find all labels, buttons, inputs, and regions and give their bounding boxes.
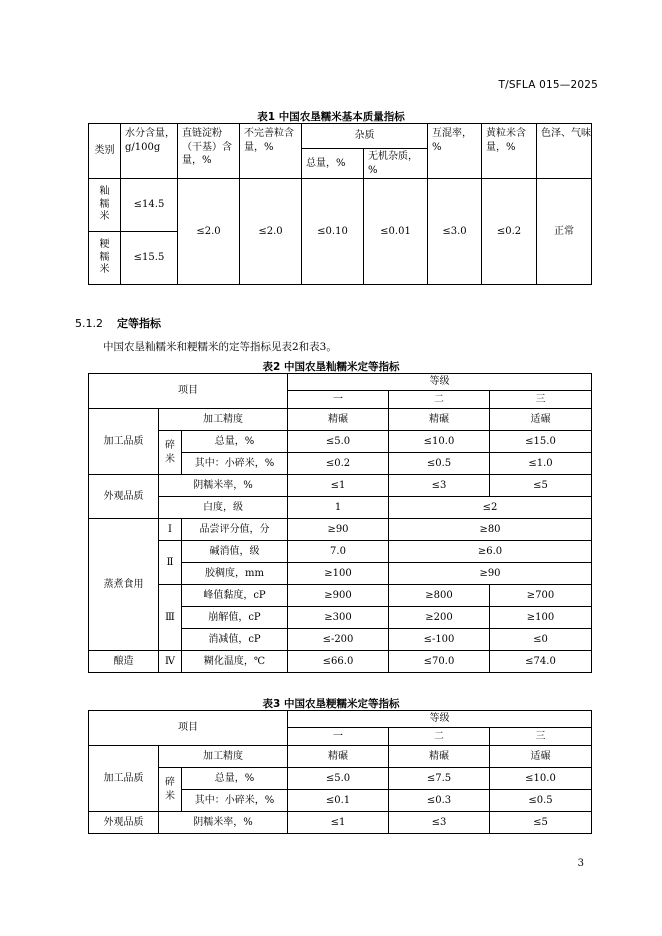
- table1: [88, 123, 592, 285]
- t2-header-item: 项目: [89, 374, 288, 409]
- t2-breakdown-v1: ≥300: [288, 607, 389, 629]
- t2-yin-rate-v2: ≤3: [389, 475, 490, 497]
- t3-broken-small-v2: ≤0.3: [389, 790, 490, 812]
- t2-precision-v2: 精碾: [389, 409, 490, 431]
- t2-taste: 品尝评分值，分: [182, 519, 288, 541]
- section-title: 定等指标: [117, 317, 161, 330]
- t3-grade-3: 三: [490, 728, 592, 746]
- t2-roman-2: Ⅱ: [159, 541, 182, 585]
- t2-yin-rate-v1: ≤1: [288, 475, 389, 497]
- t1-r1-moisture: ≤14.5: [121, 179, 178, 232]
- t2-gel-v1: ≥100: [288, 563, 389, 585]
- t1-header-yellow: 黄粒米含量，%: [482, 124, 537, 179]
- t3-header-grade: 等级: [288, 711, 592, 728]
- body-paragraph: 中国农垦籼糯米和粳糯米的定等指标见表2和表3。: [103, 341, 337, 353]
- t1-header-imperfect: 不完善粒含量，%: [240, 124, 302, 179]
- t3-yin-rate: 阴糯米率，%: [159, 812, 288, 834]
- t1-r2-moisture: ≤15.5: [121, 232, 178, 285]
- t2-taste-v23: ≥80: [389, 519, 592, 541]
- t2-peak: 峰值黏度，cP: [182, 585, 288, 607]
- t2-setback-v3: ≤0: [490, 629, 592, 651]
- t1-impurity-inorganic: ≤0.01: [364, 179, 428, 285]
- t2-header-grade: 等级: [288, 374, 592, 391]
- section-heading: [75, 315, 161, 331]
- t3-yin-rate-v3: ≤5: [490, 812, 592, 834]
- t2-setback-v2: ≤-100: [389, 629, 490, 651]
- t2-roman-3: Ⅲ: [159, 585, 182, 651]
- t1-amylose: ≤2.0: [178, 179, 240, 285]
- t2-breakdown-v2: ≥200: [389, 607, 490, 629]
- t3-header-item: 项目: [89, 711, 288, 746]
- t2-broken-total-v3: ≤15.0: [490, 431, 592, 453]
- t1-impurity-total: ≤0.10: [302, 179, 364, 285]
- t3-proc-quality: 加工品质: [89, 746, 159, 812]
- t2-gelat-v2: ≤70.0: [389, 651, 490, 673]
- t1-color: 正常: [537, 179, 592, 285]
- table2-caption: 表2 中国农垦籼糯米定等指标: [262, 361, 400, 373]
- t3-grade-1: 一: [288, 728, 389, 746]
- t1-imperfect: ≤2.0: [240, 179, 302, 285]
- t2-broken-total: 总量，%: [182, 431, 288, 453]
- t2-whiteness: 白度，级: [159, 497, 288, 519]
- t2-gelat: 糊化温度，℃: [182, 651, 288, 673]
- t3-precision: 加工精度: [159, 746, 288, 768]
- t1-header-amylose: 直链淀粉（干基）含量，%: [178, 124, 240, 179]
- t2-setback: 消减值，cP: [182, 629, 288, 651]
- t2-alkali: 碱消值，级: [182, 541, 288, 563]
- t2-broken-total-v1: ≤5.0: [288, 431, 389, 453]
- t3-grade-2: 二: [389, 728, 490, 746]
- page-number: 3: [577, 858, 584, 869]
- t2-broken-small-v3: ≤1.0: [490, 453, 592, 475]
- t1-yellow: ≤0.2: [482, 179, 537, 285]
- t1-header-moisture: 水分含量，g/100g: [121, 124, 178, 179]
- t2-broken-small: 其中：小碎米，%: [182, 453, 288, 475]
- section-number: 5.1.2: [75, 317, 103, 330]
- t3-precision-v2: 精碾: [389, 746, 490, 768]
- t3-broken-total-v1: ≤5.0: [288, 768, 389, 790]
- t1-r2-category: 粳糯米: [89, 232, 121, 285]
- t3-broken-total: 总量，%: [182, 768, 288, 790]
- t2-alkali-v1: 7.0: [288, 541, 389, 563]
- t3-precision-v1: 精碾: [288, 746, 389, 768]
- t1-header-impurity-inorganic: 无机杂质，%: [364, 149, 428, 179]
- t2-whiteness-v23: ≤2: [389, 497, 592, 519]
- t1-header-impurity-total: 总量，%: [302, 149, 364, 179]
- t2-gelat-v3: ≤74.0: [490, 651, 592, 673]
- t2-precision-v3: 适碾: [490, 409, 592, 431]
- t1-header-category: 类别: [89, 124, 121, 179]
- t1-header-impurity: 杂质: [302, 124, 428, 149]
- t2-brewing: 酿造: [89, 651, 159, 673]
- t2-gelat-v1: ≤66.0: [288, 651, 389, 673]
- table3-caption: 表3 中国农垦粳糯米定等指标: [262, 698, 400, 710]
- t3-broken-small-v1: ≤0.1: [288, 790, 389, 812]
- t2-grade-3: 三: [490, 391, 592, 409]
- t2-setback-v1: ≤-200: [288, 629, 389, 651]
- t2-cooking: 蒸煮食用: [89, 519, 159, 651]
- t2-broken-total-v2: ≤10.0: [389, 431, 490, 453]
- t1-header-mixing: 互混率，%: [428, 124, 482, 179]
- t3-broken-total-v3: ≤10.0: [490, 768, 592, 790]
- t2-proc-quality: 加工品质: [89, 409, 159, 475]
- t3-appearance: 外观品质: [89, 812, 159, 834]
- t2-breakdown: 崩解值，cP: [182, 607, 288, 629]
- t1-header-color: 色泽、气味: [537, 124, 592, 179]
- t1-mixing: ≤3.0: [428, 179, 482, 285]
- t2-grade-1: 一: [288, 391, 389, 409]
- t2-peak-v1: ≥900: [288, 585, 389, 607]
- table3: [88, 710, 592, 834]
- t2-yin-rate-v3: ≤5: [490, 475, 592, 497]
- t3-precision-v3: 适碾: [490, 746, 592, 768]
- t2-roman-4: Ⅳ: [159, 651, 182, 673]
- t3-broken-small-v3: ≤0.5: [490, 790, 592, 812]
- t3-broken-small: 其中：小碎米，%: [182, 790, 288, 812]
- document-code: T/SFLA 015—2025: [498, 79, 598, 91]
- t2-peak-v2: ≥800: [389, 585, 490, 607]
- t2-alkali-v23: ≥6.0: [389, 541, 592, 563]
- t2-precision-v1: 精碾: [288, 409, 389, 431]
- t3-broken-total-v2: ≤7.5: [389, 768, 490, 790]
- t2-breakdown-v3: ≥100: [490, 607, 592, 629]
- t2-yin-rate: 阴糯米率，%: [159, 475, 288, 497]
- t2-gel: 胶稠度，mm: [182, 563, 288, 585]
- t2-broken: 碎米: [159, 431, 182, 475]
- t2-appearance: 外观品质: [89, 475, 159, 519]
- table1-caption: 表1 中国农垦糯米基本质量指标: [257, 111, 405, 123]
- t1-r1-category: 籼糯米: [89, 179, 121, 232]
- t2-precision: 加工精度: [159, 409, 288, 431]
- t3-broken: 碎米: [159, 768, 182, 812]
- t2-broken-small-v2: ≤0.5: [389, 453, 490, 475]
- t2-taste-v1: ≥90: [288, 519, 389, 541]
- t2-whiteness-v1: 1: [288, 497, 389, 519]
- table2: [88, 373, 592, 673]
- t2-roman-1: Ⅰ: [159, 519, 182, 541]
- t2-grade-2: 二: [389, 391, 490, 409]
- t2-gel-v23: ≥90: [389, 563, 592, 585]
- t3-yin-rate-v1: ≤1: [288, 812, 389, 834]
- t2-peak-v3: ≥700: [490, 585, 592, 607]
- t2-broken-small-v1: ≤0.2: [288, 453, 389, 475]
- t3-yin-rate-v2: ≤3: [389, 812, 490, 834]
